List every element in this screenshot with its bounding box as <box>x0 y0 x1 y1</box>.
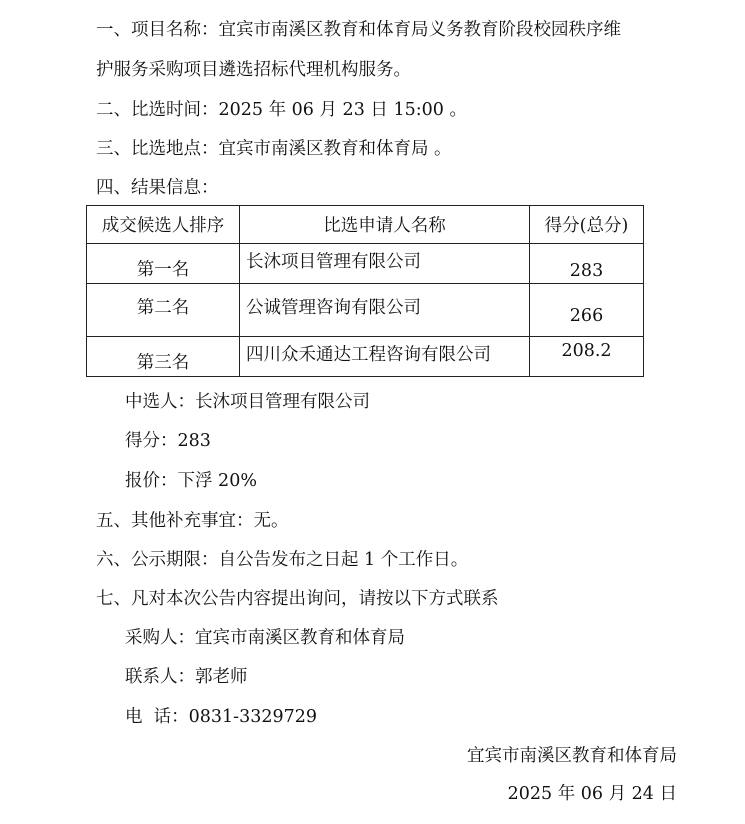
table-row <box>87 337 644 377</box>
signature-date: 2025 年 06 月 24 日 <box>507 784 677 804</box>
other-matters: 五、其他补充事宜：无。 <box>96 511 289 531</box>
phone: 电 话：0831-3329729 <box>125 707 318 727</box>
results-heading: 四、结果信息： <box>96 178 219 198</box>
header-rank: 成交候选人排序 <box>87 206 240 244</box>
table-row <box>87 244 644 284</box>
row-score: 266 <box>530 284 644 337</box>
contact-heading: 七、凡对本次公告内容提出询问，请按以下方式联系 <box>96 589 499 609</box>
publicity-period: 六、公示期限：自公告发布之日起 1 个工作日。 <box>96 550 469 570</box>
row-rank: 第二名 <box>87 284 240 337</box>
purchaser: 采购人：宜宾市南溪区教育和体育局 <box>125 628 405 648</box>
row-rank: 第一名 <box>87 244 240 284</box>
project-name-line1: 一、项目名称：宜宾市南溪区教育和体育局义务教育阶段校园秩序维 <box>96 20 621 40</box>
row-applicant: 公诚管理咨询有限公司 <box>240 284 530 337</box>
row-applicant: 四川众禾通达工程咨询有限公司 <box>240 337 530 377</box>
signature-org: 宜宾市南溪区教育和体育局 <box>467 746 677 766</box>
contact-person: 联系人：郭老师 <box>125 667 248 687</box>
header-applicant: 比选申请人名称 <box>240 206 530 244</box>
header-score: 得分(总分) <box>530 206 644 244</box>
selection-location: 三、比选地点：宜宾市南溪区教育和体育局 。 <box>96 139 452 159</box>
quote: 报价：下浮 20% <box>125 471 257 491</box>
row-score: 283 <box>530 244 644 284</box>
table-row <box>87 284 644 337</box>
table-header-row <box>87 206 644 244</box>
results-table <box>86 205 644 377</box>
winner: 中选人：长沐项目管理有限公司 <box>125 392 370 412</box>
row-applicant: 长沐项目管理有限公司 <box>240 244 530 284</box>
selection-time: 二、比选时间：2025 年 06 月 23 日 15:00 。 <box>96 100 467 120</box>
row-rank: 第三名 <box>87 337 240 377</box>
project-name-line2: 护服务采购项目遴选招标代理机构服务。 <box>96 60 411 80</box>
winner-score: 得分：283 <box>125 431 211 451</box>
row-score: 208.2 <box>530 337 644 377</box>
